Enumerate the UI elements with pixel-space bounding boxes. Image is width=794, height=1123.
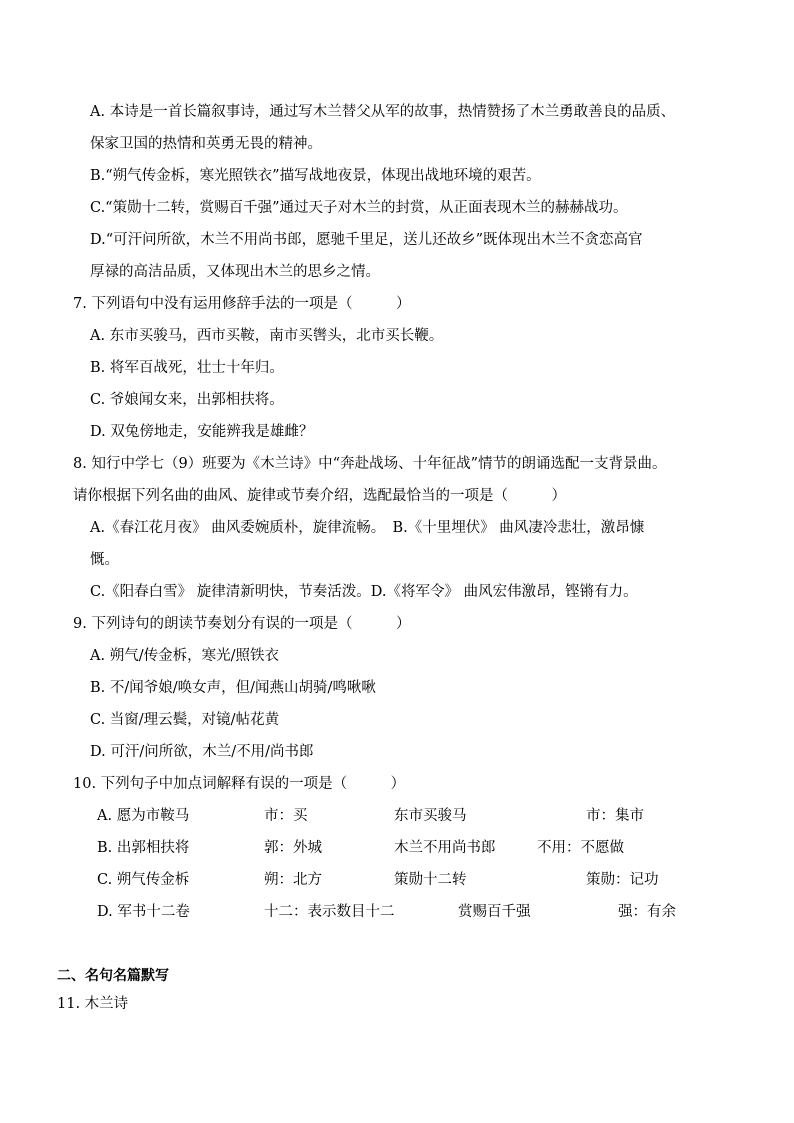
q6-option-d-line1: D.“可汗问所欲，木兰不用尚书郎，愿驰千里足，送儿还故乡”既体现出木兰不贪恋高官 (90, 232, 643, 248)
q9-stem: 9. 下列诗句的朗读节奏划分有误的一项是（ ） (73, 616, 411, 632)
q7-option-c: C. 爷娘闻女来，出郭相扶将。 (90, 392, 284, 408)
q10-cell: A. 愿为市鞍马 (97, 808, 190, 824)
q10-cell: 东市买骏马 (394, 808, 467, 824)
q10-cell: 十二：表示数目十二 (264, 904, 395, 920)
q10-cell: 强：有余 (618, 904, 676, 920)
q6-option-d-line2: 厚禄的高洁品质，又体现出木兰的思乡之情。 (90, 264, 380, 280)
q9-option-a: A. 朔气/传金柝，寒光/照铁衣 (90, 648, 279, 664)
q9-option-d: D. 可汗/问所欲，木兰/不用/尚书郎 (90, 744, 314, 760)
section-heading: 二、名句名篇默写 (57, 968, 169, 984)
q8-options-ab-line1: A.《春江花月夜》 曲风委婉质朴，旋律流畅。 B.《十里埋伏》 曲风凄冷悲壮，激昂慷 (90, 520, 645, 536)
q9-option-c: C. 当窗/理云鬓，对镜/帖花黄 (90, 712, 280, 728)
q8-options-cd: C.《阳春白雪》 旋律清新明快，节奏活泼。D.《将军令》 曲风宏伟激昂，铿锵有力。 (90, 584, 638, 600)
q10-cell: 郭：外城 (264, 840, 322, 856)
q8-options-ab-line2: 慨。 (90, 552, 119, 568)
q6-option-c: C.“策勋十二转，赏赐百千强”通过天子对木兰的封赏，从正面表现木兰的赫赫战功。 (90, 200, 628, 216)
q7-stem: 7. 下列语句中没有运用修辞手法的一项是（ ） (73, 296, 411, 312)
q10-cell: 赏赐百千强 (458, 904, 531, 920)
q10-cell: B. 出郭相扶将 (97, 840, 190, 856)
q7-option-a: A. 东市买骏马，西市买鞍，南市买辔头，北市买长鞭。 (90, 328, 444, 344)
q7-option-d: D. 双兔傍地走，安能辨我是雄雌？ (90, 424, 314, 440)
q10-stem: 10. 下列句子中加点词解释有误的一项是（ ） (73, 776, 406, 792)
q10-cell: D. 军书十二卷 (97, 904, 190, 920)
q6-option-b: B.“朔气传金柝，寒光照铁衣”描写战地夜景，体现出战地环境的艰苦。 (90, 168, 541, 184)
q7-option-b: B. 将军百战死，壮士十年归。 (90, 360, 284, 376)
q11-stem: 11. 木兰诗 (57, 996, 129, 1012)
q10-cell: 策勋十二转 (394, 872, 467, 888)
q10-cell: C. 朔气传金柝 (97, 872, 190, 888)
q9-option-b: B. 不/闻爷娘/唤女声，但/闻燕山胡骑/鸣啾啾 (90, 680, 376, 696)
q10-cell: 木兰不用尚书郎 (394, 840, 496, 856)
q10-cell: 不用：不愿做 (537, 840, 624, 856)
q6-option-a-line2: 保家卫国的热情和英勇无畏的精神。 (90, 136, 322, 152)
q10-cell: 策勋：记功 (586, 872, 659, 888)
q8-stem-line1: 8. 知行中学七（9）班要为《木兰诗》中“奔赴战场、十年征战”情节的朗诵选配一支背景曲。 (73, 456, 667, 472)
q10-cell: 市：买 (264, 808, 308, 824)
q8-stem-line2: 请你根据下列名曲的曲风、旋律或节奏介绍，选配最恰当的一项是（ ） (73, 488, 566, 504)
q6-option-a-line1: A. 本诗是一首长篇叙事诗，通过写木兰替父从军的故事，热情赞扬了木兰勇敢善良的品质、 (90, 104, 676, 120)
q10-cell: 市：集市 (586, 808, 644, 824)
q10-cell: 朔：北方 (264, 872, 322, 888)
